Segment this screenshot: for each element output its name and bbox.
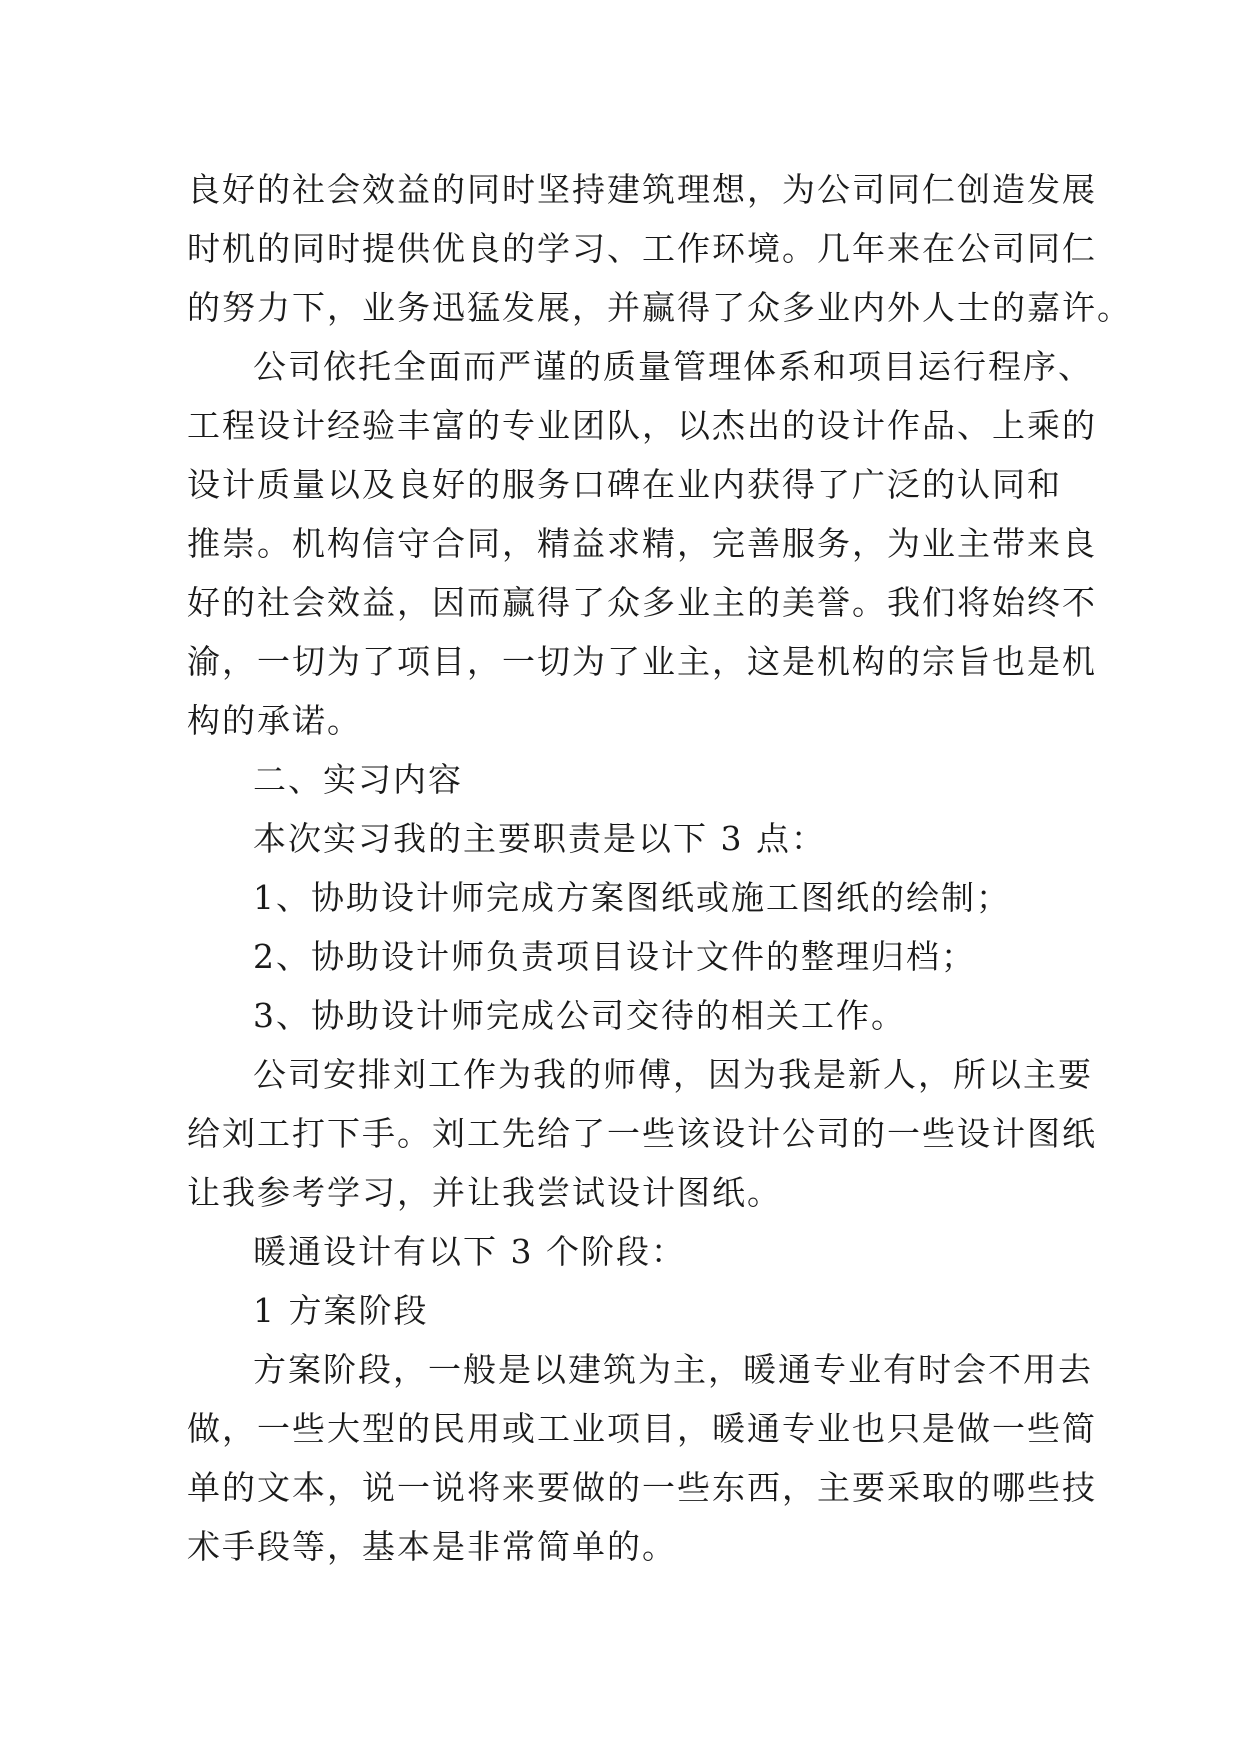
text-line: 构的承诺。	[187, 701, 362, 740]
text-line: 1 方案阶段	[253, 1291, 429, 1330]
text-line: 公司安排刘工作为我的师傅，因为我是新人，所以主要	[253, 1055, 1093, 1094]
text-line: 术手段等，基本是非常简单的。	[187, 1527, 677, 1566]
text-line: 渝，一切为了项目，一切为了业主，这是机构的宗旨也是机	[187, 642, 1097, 681]
text-line: 二、实习内容	[253, 760, 463, 799]
text-line: 工程设计经验丰富的专业团队，以杰出的设计作品、上乘的	[187, 406, 1097, 445]
text-line: 好的社会效益，因而赢得了众多业主的美誉。我们将始终不	[187, 583, 1097, 622]
text-line: 1、协助设计师完成方案图纸或施工图纸的绘制；	[253, 878, 1011, 917]
text-line: 2、协助设计师负责项目设计文件的整理归档；	[253, 937, 976, 976]
text-line: 设计质量以及良好的服务口碑在业内获得了广泛的认同和	[187, 465, 1062, 504]
text-line: 暖通设计有以下 3 个阶段：	[253, 1232, 686, 1271]
text-line: 的努力下，业务迅猛发展，并赢得了众多业内外人士的嘉许。	[187, 288, 1132, 327]
text-line: 3、协助设计师完成公司交待的相关工作。	[253, 996, 906, 1035]
text-line: 推崇。机构信守合同，精益求精，完善服务，为业主带来良	[187, 524, 1097, 563]
text-line: 公司依托全面而严谨的质量管理体系和项目运行程序、	[253, 347, 1093, 386]
text-line: 时机的同时提供优良的学习、工作环境。几年来在公司同仁	[187, 229, 1097, 268]
document-body	[187, 160, 1132, 1576]
text-line: 做，一些大型的民用或工业项目，暖通专业也只是做一些简	[187, 1409, 1097, 1448]
text-line: 单的文本，说一说将来要做的一些东西，主要采取的哪些技	[187, 1468, 1097, 1507]
text-line: 给刘工打下手。刘工先给了一些该设计公司的一些设计图纸	[187, 1114, 1097, 1153]
text-line: 本次实习我的主要职责是以下 3 点：	[253, 819, 826, 858]
text-line: 让我参考学习，并让我尝试设计图纸。	[187, 1173, 782, 1212]
text-line: 良好的社会效益的同时坚持建筑理想，为公司同仁创造发展	[187, 170, 1097, 209]
text-line: 方案阶段，一般是以建筑为主，暖通专业有时会不用去	[253, 1350, 1093, 1389]
